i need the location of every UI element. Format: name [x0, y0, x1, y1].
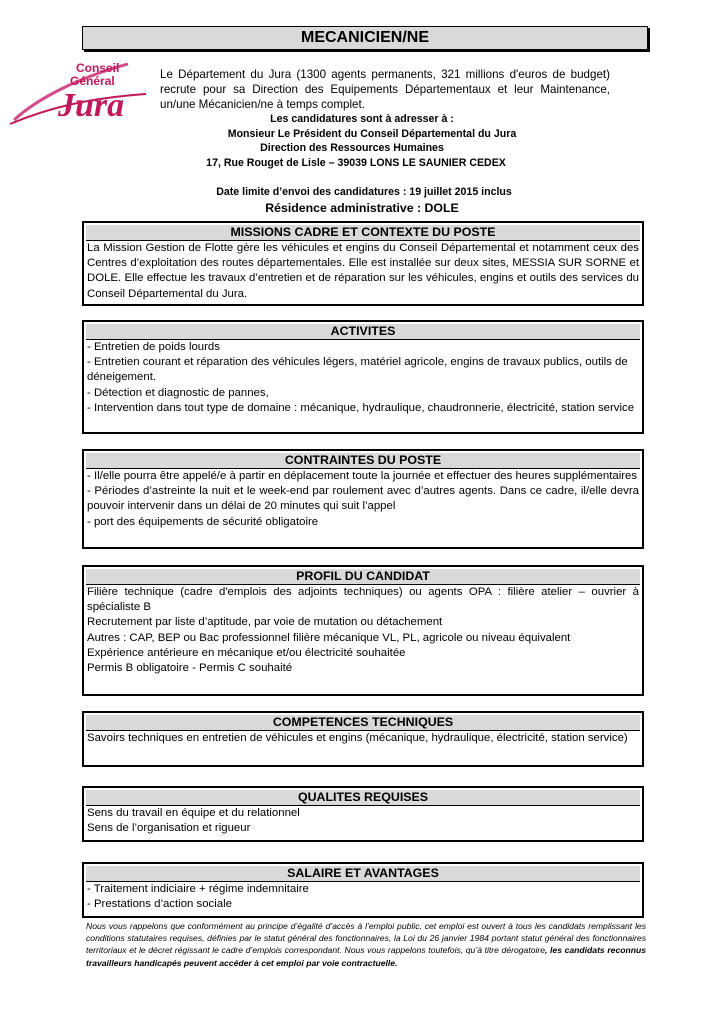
contrainte-item: - Périodes d’astreinte la nuit et le week-end par roulement avec d’autres agents. Dans ce cadre, il/elle devra pouvoir intervenir dans un délai de 20 minutes qui suit l’appel [87, 485, 639, 513]
profil-item: Filière technique (cadre d'emplois des adjoints techniques) ou agents OPA : filière atelier – ouvrier à spécialiste B [87, 586, 639, 614]
legal-footer-bold: , les candidats reconnus travailleurs handicapés peuvent accéder à cet emploi par voie contractuelle. [86, 945, 647, 968]
section-contraintes-title: CONTRAINTES DU POSTE [86, 453, 640, 468]
contrainte-item: - port des équipements de sécurité obligatoire [87, 515, 319, 528]
activite-item: - Entretien courant et réparation des véhicules légers, matériel agricole, engins de travaux publics, outils de déneigement. [87, 356, 628, 384]
qualite-item: Sens du travail en équipe et du relationnel [87, 807, 300, 819]
profil-item: Autres : CAP, BEP ou Bac professionnel filière mécanique VL, PL, agricole ou niveau équivalent [87, 631, 571, 644]
legal-footer-text: Nous vous rappelons que conformément au principe d’égalité d’accès à l’emploi public, cet emploi est ouvert à tous les candidats remplissant les conditions statutaires requises, définies par le statut général des fonctionnaires, la Loi du 26 janvier 1984 portant statut général des fonctionnaires territoriaux et le décret régissant le cadre d’emplois correspondant. Nous vous rappelons toutefois, qu’à titre dérogatoire [86, 921, 646, 956]
section-salaire-title: SALAIRE ET AVANTAGES [86, 866, 640, 881]
legal-footer [86, 920, 646, 969]
salaire-item: - Prestations d’action sociale [87, 898, 232, 911]
profil-item: Recrutement par liste d’aptitude, par voie de mutation ou détachement [87, 616, 443, 629]
section-missions-title: MISSIONS CADRE ET CONTEXTE DU POSTE [86, 225, 640, 240]
section-competences-text: Savoirs techniques en entretien de véhicules et engins (mécanique, hydraulique, électricité, station service) [86, 730, 640, 746]
activite-item: - Intervention dans tout type de domaine : mécanique, hydraulique, chaudronnerie, électricité, station service [87, 401, 635, 414]
page-title: MECANICIEN/NE [82, 26, 648, 50]
contrainte-item: - Il/elle pourra être appelé/e à partir en déplacement toute la journée et effectuer des heures supplémentaires [87, 470, 638, 482]
logo-line1: Conseil [76, 61, 120, 75]
deadline: Date limite d’envoi des candidatures : 19 juillet 2015 inclus [216, 186, 512, 198]
section-activites-title: ACTIVITES [86, 324, 640, 339]
section-activites [82, 320, 644, 434]
section-qualites-title: QUALITES REQUISES [86, 790, 640, 805]
qualite-item: Sens de l’organisation et rigueur [87, 822, 251, 835]
section-contraintes [82, 449, 644, 549]
activite-item: - Entretien de poids lourds [87, 341, 220, 353]
residence: Résidence administrative : DOLE [265, 201, 459, 215]
intro-paragraph: Le Département du Jura (1300 agents permanents, 321 millions d'euros de budget) recrute pour sa Direction des Equipements Départementaux et leur Maintenance, un/une Mécanicien/ne à temps complet. [160, 68, 610, 111]
section-salaire [82, 862, 644, 918]
section-competences [82, 711, 644, 767]
salaire-item: - Traitement indiciaire + régime indemnitaire [87, 883, 309, 895]
address-line4: 17, Rue Rouget de Lisle – 39039 LONS LE SAUNIER CEDEX [206, 157, 506, 169]
address-line1: Les candidatures sont à adresser à : [270, 113, 454, 125]
section-profil-title: PROFIL DU CANDIDAT [86, 569, 640, 584]
section-missions-text: La Mission Gestion de Flotte gère les véhicules et engins du Conseil Départemental et notamment ceux des Centres d’exploitation des routes départementales. Elle est installée sur deux sites, MESSIA SUR SORNE et DOLE. Elle effectue les travaux d’entretien et de réparation sur les véhicules, engins et outils des services du Conseil Départemental du Jura. [86, 240, 640, 302]
section-qualites [82, 786, 644, 842]
profil-item: Expérience antérieure en mécanique et/ou électricité souhaitée [87, 646, 406, 659]
address-line3: Direction des Ressources Humaines [260, 142, 444, 154]
logo-line2: Général [70, 74, 115, 88]
section-competences-title: COMPETENCES TECHNIQUES [86, 715, 640, 730]
activite-item: - Détection et diagnostic de pannes, [87, 386, 269, 399]
address-line2: Monsieur Le Président du Conseil Départemental du Jura [227, 128, 517, 140]
profil-item: Permis B obligatoire - Permis C souhaité [87, 662, 293, 675]
section-profil [82, 565, 644, 696]
section-missions [82, 221, 644, 306]
logo-line3: Jura [58, 87, 125, 124]
